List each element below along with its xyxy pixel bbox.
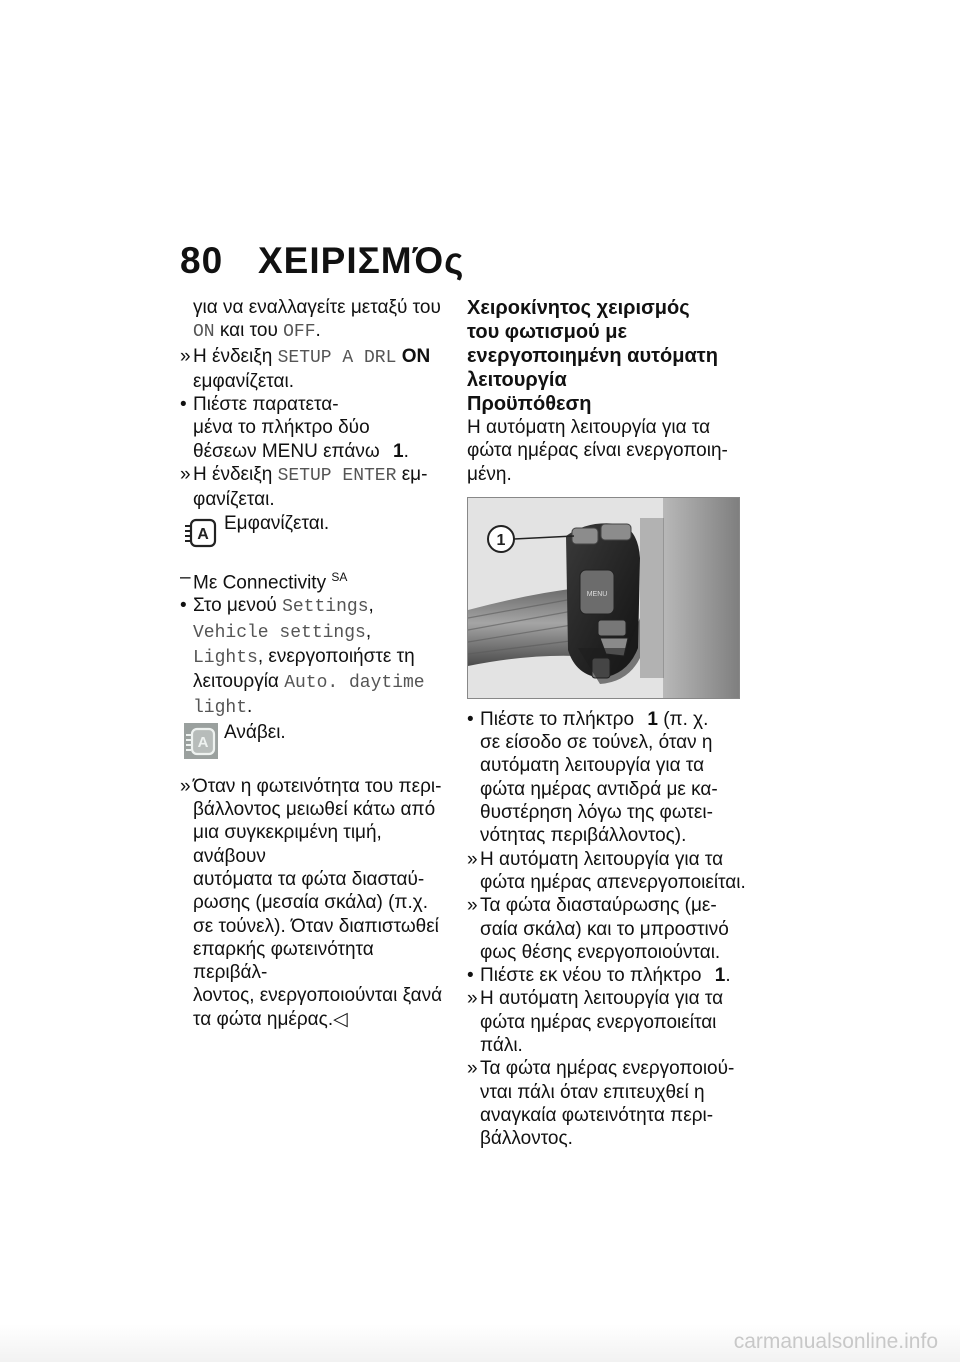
svg-text:A: A bbox=[197, 525, 209, 543]
result-marker: » bbox=[467, 988, 478, 1010]
text-line: μια συγκεκριμένη τιμή, ανάβουν bbox=[193, 822, 382, 867]
code-vehicle-settings: Vehicle settings bbox=[193, 622, 366, 643]
result-item bbox=[180, 463, 452, 512]
result-marker: » bbox=[180, 464, 191, 486]
text-fragment: Στο μενού bbox=[193, 595, 277, 617]
text-line: επαρκής φωτεινότητα περιβάλ- bbox=[193, 938, 374, 984]
section-heading: Χειροκίνητος χειρισμός bbox=[467, 297, 690, 319]
text-fragment: λειτουργία bbox=[193, 671, 279, 693]
text-fragment: φανίζεται. bbox=[193, 489, 275, 511]
result-marker: » bbox=[467, 848, 478, 870]
page-number: 80 bbox=[180, 240, 224, 281]
auto-light-indicator-icon bbox=[184, 514, 218, 550]
code-light: light bbox=[193, 698, 248, 719]
text-fragment: . bbox=[247, 696, 253, 718]
text-line: φώτα ημέρας ενεργοποιείται bbox=[480, 1011, 717, 1033]
text-fragment: . bbox=[315, 320, 321, 342]
text-line: Τα φώτα ημέρας ενεργοποιού- bbox=[480, 1058, 735, 1080]
text-line: νότητας περιβάλλοντος). bbox=[480, 825, 687, 847]
result-item bbox=[467, 987, 747, 1057]
step-item bbox=[467, 708, 747, 848]
text-line: για να εναλλαγείτε μεταξύ του bbox=[193, 297, 441, 318]
text-line: θέσεων MENU επάνω bbox=[193, 440, 380, 462]
text-fragment: εμ- bbox=[401, 464, 428, 486]
code-setup-drl: SETUP A DRL bbox=[277, 347, 397, 368]
button-reference: 1 bbox=[392, 440, 404, 462]
code-setup-enter: SETUP ENTER bbox=[277, 466, 397, 487]
on-label: ON bbox=[401, 345, 431, 367]
dash-marker: – bbox=[180, 566, 191, 588]
bullet-marker: • bbox=[467, 965, 474, 987]
text-line: φώτα ημέρας απενεργοποιείται. bbox=[480, 871, 746, 893]
code-lights: Lights bbox=[193, 647, 258, 668]
code-auto-daytime: Auto. daytime bbox=[284, 673, 425, 694]
result-marker: » bbox=[467, 895, 478, 917]
bullet-marker: • bbox=[180, 394, 187, 416]
handlebar-switch-illustration bbox=[468, 498, 739, 698]
indicator-row bbox=[180, 721, 452, 763]
text-fragment: . bbox=[403, 440, 409, 462]
text-line: νται πάλι όταν επιτευχθεί η bbox=[480, 1081, 705, 1103]
condition-item bbox=[180, 566, 452, 595]
text-line: λοντος, ενεργοποιούνται ξανά bbox=[193, 985, 443, 1007]
result-item bbox=[467, 894, 747, 964]
code-on: ON bbox=[193, 322, 215, 343]
text-line: Η αυτόματη λειτουργία για τα bbox=[480, 988, 724, 1010]
text-fragment: Πιέστε εκ νέου το πλήκτρο bbox=[480, 965, 702, 987]
text-fragment: , bbox=[365, 620, 372, 642]
text-line: ρωσης (μεσαία σκάλα) (π.χ. bbox=[193, 892, 429, 914]
left-column bbox=[180, 296, 452, 1031]
text-line: τα φώτα ημέρας.◁ bbox=[193, 1008, 348, 1030]
text-line: φώτα ημέρας είναι ενεργοποιη- bbox=[467, 440, 728, 462]
text-line: σε τούνελ). Όταν διαπιστωθεί bbox=[193, 915, 439, 937]
text-line: αναγκαία φωτεινότητα περι- bbox=[480, 1104, 714, 1126]
text-line: θυστέρηση λόγω της φωτει- bbox=[480, 802, 713, 824]
result-item bbox=[180, 775, 452, 1031]
button-reference: 1 bbox=[647, 708, 658, 730]
text-fragment: και του bbox=[219, 320, 278, 342]
code-off: OFF bbox=[283, 322, 316, 343]
right-column bbox=[467, 296, 747, 1151]
section-heading: ενεργοποιημένη αυτόματη bbox=[467, 345, 718, 367]
step-item bbox=[180, 393, 452, 463]
prerequisite-heading: Προϋπόθεση bbox=[467, 393, 592, 415]
button-reference: 1 bbox=[714, 965, 726, 987]
text-fragment: Η ένδειξη bbox=[193, 464, 273, 486]
watermark: carmanualsonline.info bbox=[733, 1330, 938, 1353]
text-line: πάλι. bbox=[480, 1035, 523, 1057]
text-line: Πιέστε παρατετα- bbox=[193, 394, 339, 416]
bullet-marker: • bbox=[180, 595, 187, 617]
callout-number: 1 bbox=[496, 531, 506, 549]
step-item bbox=[180, 594, 452, 720]
result-item bbox=[467, 848, 747, 895]
text-line bbox=[180, 319, 452, 344]
section-heading: λειτουργία bbox=[467, 369, 567, 391]
text-line: Η αυτόματη λειτουργία για τα bbox=[480, 848, 724, 870]
text-fragment: . bbox=[725, 965, 731, 987]
bullet-marker: • bbox=[467, 708, 474, 730]
text-line: σαία σκάλα) και το μπροστινό bbox=[480, 918, 729, 940]
text-line: μένη. bbox=[467, 463, 512, 485]
text-line: Η αυτόματη λειτουργία για τα bbox=[467, 417, 711, 438]
text-line: φώτα ημέρας αντιδρά με κα- bbox=[480, 778, 718, 800]
code-settings: Settings bbox=[282, 597, 369, 618]
section-heading: του φωτισμού με bbox=[467, 321, 627, 343]
text-line: αυτόματα τα φώτα διασταύ- bbox=[193, 868, 425, 890]
page-title: ΧΕΙΡΙΣΜΌς bbox=[258, 240, 465, 281]
result-item bbox=[467, 1057, 747, 1150]
text-line: φως θέσης ενεργοποιούνται. bbox=[480, 941, 721, 963]
step-item bbox=[467, 964, 747, 987]
indicator-text: Ανάβει. bbox=[224, 721, 286, 743]
text-fragment: , bbox=[368, 595, 374, 617]
text-line: αυτόματη λειτουργία για τα bbox=[480, 755, 705, 777]
text-line: βάλλοντος μειωθεί κάτω από bbox=[193, 799, 436, 821]
indicator-text: Εμφανίζεται. bbox=[224, 512, 330, 534]
result-marker: » bbox=[180, 345, 191, 367]
text-line: βάλλοντος. bbox=[480, 1128, 573, 1150]
result-item bbox=[180, 345, 452, 394]
svg-text:A: A bbox=[197, 733, 209, 751]
special-accessory-mark: SA bbox=[331, 569, 348, 584]
text-fragment: (π. χ. bbox=[663, 708, 709, 730]
text-fragment: , ενεργοποιήστε τη bbox=[257, 645, 415, 667]
text-fragment: Με Connectivity bbox=[193, 572, 327, 593]
text-line: σε είσοδο σε τούνελ, όταν η bbox=[480, 732, 713, 754]
text-fragment: Η ένδειξη bbox=[193, 345, 273, 367]
auto-light-indicator-icon bbox=[184, 723, 218, 759]
svg-text:MENU: MENU bbox=[586, 590, 608, 598]
text-fragment: εμφανίζεται. bbox=[193, 370, 295, 392]
result-marker: » bbox=[180, 775, 191, 797]
page-header bbox=[180, 240, 464, 282]
text-fragment: Πιέστε το πλήκτρο bbox=[480, 708, 635, 730]
result-marker: » bbox=[467, 1058, 478, 1080]
handlebar-switch-photo bbox=[467, 497, 740, 699]
text-line: Τα φώτα διασταύρωσης (με- bbox=[480, 895, 717, 917]
text-line: μένα το πλήκτρο δύο bbox=[193, 417, 370, 439]
indicator-row bbox=[180, 512, 452, 554]
text-line: Όταν η φωτεινότητα του περι- bbox=[193, 775, 442, 797]
